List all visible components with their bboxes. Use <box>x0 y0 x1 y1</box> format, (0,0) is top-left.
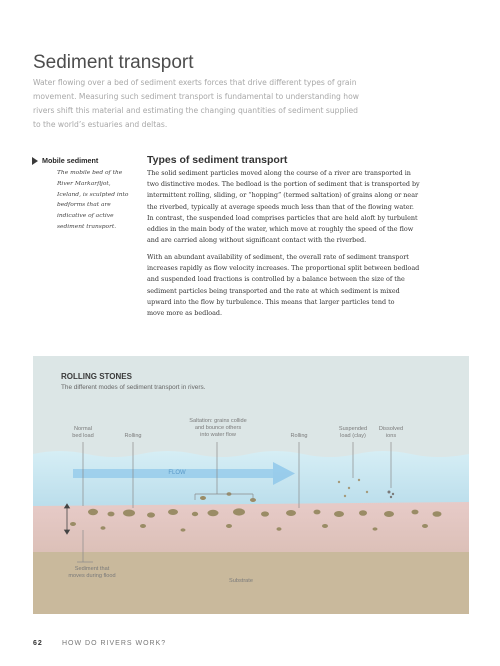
figure-subtitle: The different modes of sediment transport in rivers. <box>61 384 206 391</box>
body-line: increases rapidly as flow velocity increases. The proportional split between bedload <box>147 264 420 273</box>
body-line: In contrast, the suspended load comprises particles that are held aloft by turbulent <box>147 213 418 222</box>
label-line: and bounce others <box>194 425 242 432</box>
label-line: Rolling <box>290 433 308 439</box>
label-line: moves during flood <box>68 573 116 580</box>
label-rolling-left <box>115 433 151 440</box>
body-line: and are carried along without significant contact with the riverbed. <box>147 236 367 245</box>
body-line: With an abundant availability of sediment, the overall rate of sediment transport <box>147 253 409 261</box>
figure-title: ROLLING STONES <box>61 372 132 381</box>
body-line: the riverbed, typically at average speeds much less than that of the flowing water. <box>147 202 414 211</box>
body-line: and suspended load fractions is controlled by a balance between the size of the <box>147 275 405 284</box>
label-line: Sediment that <box>74 566 110 572</box>
page-title: Sediment transport <box>33 52 194 73</box>
body-paragraph-1 <box>147 168 477 246</box>
caption-line: The mobile bed of the <box>57 170 123 176</box>
sidebar-heading: Mobile sediment <box>42 156 99 165</box>
sediment-diagram-panel <box>33 356 469 614</box>
intro-line: Water flowing over a bed of sediment exerts forces that drive different types of grain <box>33 78 357 87</box>
body-line: intermittent rolling, sliding, or “hopping” (termed saltation) of grains along or near <box>147 191 419 200</box>
body-line: eddies in the main body of the water, which move at roughly the speed of the flow <box>147 225 414 234</box>
label-line: Dissolved <box>378 426 404 432</box>
body-paragraph-2 <box>147 252 477 319</box>
caption-line: bedforms that are <box>57 202 111 209</box>
label-line: Saltation: grains collide <box>189 418 247 424</box>
chapter-title: HOW DO RIVERS WORK? <box>62 640 167 647</box>
label-line: load (clay) <box>340 433 366 440</box>
page-number: 62 <box>33 640 43 647</box>
intro-paragraph <box>33 76 473 132</box>
label-line: Rolling <box>124 433 142 439</box>
label-rolling-right <box>281 433 317 440</box>
label-line: ions <box>385 433 397 440</box>
label-flood-sediment <box>57 566 127 580</box>
label-normal-bed-load <box>55 426 111 440</box>
caption-line: Iceland, is sculpted into <box>57 191 129 198</box>
sidebar-caption <box>57 168 137 233</box>
body-line: move more as bedload. <box>147 309 223 318</box>
riverbed-layer <box>33 502 469 552</box>
label-line: Suspended <box>338 426 368 432</box>
section-title: Types of sediment transport <box>147 154 288 166</box>
label-line: bed load <box>72 433 94 440</box>
body-line: two distinctive modes. The bedload is the portion of sediment that is transported by <box>147 180 420 189</box>
triangle-bullet-icon <box>32 157 38 165</box>
body-line: sediment particles being transported and the rate at which sediment is mixed <box>147 286 400 295</box>
intro-line: rivers shift this material and estimating the changing quantities of sediment supplied <box>33 106 358 115</box>
caption-line: sediment transport. <box>57 223 117 230</box>
label-flow: FLOW <box>168 470 186 476</box>
intro-line: to the world’s estuaries and deltas. <box>33 120 168 129</box>
label-dissolved-ions <box>369 426 413 440</box>
label-saltation <box>173 418 263 440</box>
body-line: The solid sediment particles moved along the course of a river are transported in <box>147 169 411 177</box>
body-line: upward into the flow by turbulence. This means that larger particles tend to <box>147 297 395 306</box>
intro-line: movement. Measuring such sediment transport is fundamental to understanding how <box>33 92 359 101</box>
label-line: Normal <box>73 426 93 432</box>
caption-line: indicative of active <box>57 213 114 220</box>
label-line: into water flow <box>200 432 236 439</box>
caption-line: River Markarfljot, <box>57 180 111 187</box>
label-substrate: Substrate <box>229 578 253 584</box>
